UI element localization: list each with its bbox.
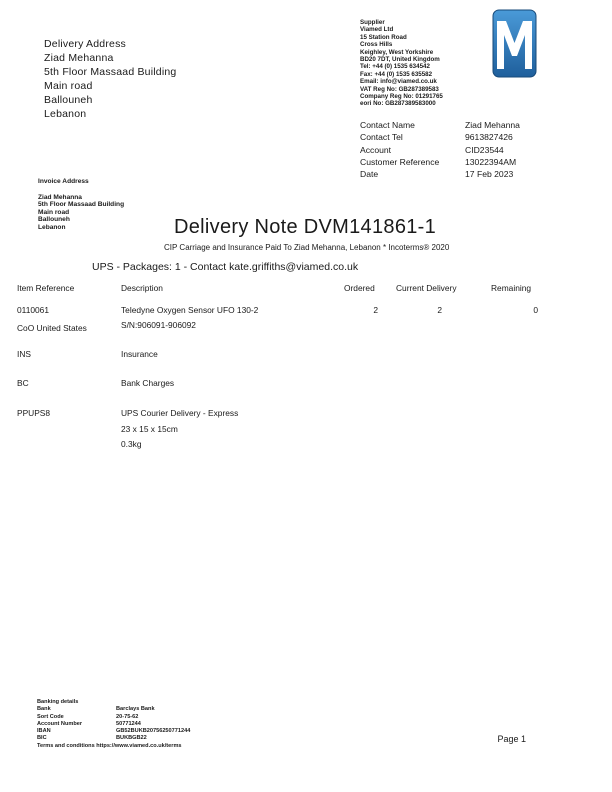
supplier-line: 15 Station Road <box>360 33 407 41</box>
contact-value: 9613827426 <box>465 132 513 143</box>
supplier-details <box>360 19 443 108</box>
cell-item-reference: BC <box>17 378 29 388</box>
banking-key: Bank <box>37 706 51 713</box>
contact-value: 17 Feb 2023 <box>465 169 514 180</box>
contact-label: Contact Name <box>360 120 415 130</box>
cell-remaining: 0 <box>533 305 538 315</box>
delivery-address-line: Lebanon <box>44 108 87 120</box>
banking-value: Barclays Bank <box>116 706 155 713</box>
banking-row <box>37 714 277 721</box>
contact-row <box>360 168 560 180</box>
contact-label: Customer Reference <box>360 156 440 167</box>
contact-row <box>360 144 560 156</box>
banking-row <box>37 721 277 728</box>
cell-current-delivery: 2 <box>437 305 442 315</box>
header-ordered: Ordered <box>344 283 375 293</box>
supplier-line: eori No: GB287389583000 <box>360 100 436 108</box>
invoice-address-line: Ziad Mehanna <box>38 193 82 201</box>
banking-key: Account Number <box>37 720 83 727</box>
invoice-address-line: Ballouneh <box>38 216 70 223</box>
cell-dimensions: 23 x 15 x 15cm <box>121 424 178 434</box>
terms-row <box>37 743 277 750</box>
supplier-line: VAT Reg No: GB287389583 <box>360 85 439 93</box>
contact-value: CID23544 <box>465 144 504 155</box>
banking-value: 50771244 <box>116 720 141 727</box>
cell-item-reference: INS <box>17 349 31 359</box>
delivery-address-heading: Delivery Address <box>44 38 126 50</box>
supplier-line: BD20 7DT, United Kingdom <box>360 55 440 63</box>
contact-label: Account <box>360 144 392 155</box>
invoice-address-line: 5th Floor Massaad Building <box>38 201 125 208</box>
contact-row <box>360 119 560 131</box>
contact-label: Date <box>360 169 379 180</box>
invoice-address-heading: Invoice Address <box>38 178 89 185</box>
header-remaining: Remaining <box>491 283 532 293</box>
cell-description: UPS Courier Delivery - Express <box>121 408 239 418</box>
delivery-address-line: 5th Floor Massaad Building <box>44 66 177 78</box>
header-description: Description <box>121 283 163 293</box>
delivery-address-line: Ballouneh <box>44 94 93 106</box>
document-title: Delivery Note DVM141861-1 <box>174 216 437 238</box>
delivery-address <box>44 37 176 121</box>
supplier-line: Supplier <box>360 19 385 26</box>
contact-value: 13022394AM <box>465 156 517 167</box>
banking-key: BIC <box>37 735 47 742</box>
banking-value: GB52BUKB20756250771244 <box>116 728 191 735</box>
delivery-address-line: Ziad Mehanna <box>44 52 114 64</box>
cell-weight: 0.3kg <box>121 439 142 449</box>
supplier-line: Company Reg No: 01291765 <box>360 92 443 100</box>
spacer <box>38 186 124 194</box>
cell-description: Insurance <box>121 349 158 359</box>
viamed-logo <box>492 9 537 78</box>
banking-heading-row <box>37 699 277 706</box>
incoterms-line: CIP Carriage and Insurance Paid To Ziad Mehanna, Lebanon * Incoterms® 2020 <box>164 243 450 252</box>
supplier-line: Keighley, West Yorkshire <box>360 48 434 56</box>
supplier-line: Cross Hills <box>360 41 393 49</box>
banking-row <box>37 728 277 735</box>
supplier-line: Email: info@viamed.co.uk <box>360 78 437 86</box>
supplier-line: Fax: +44 (0) 1535 635582 <box>360 70 433 78</box>
contact-row <box>360 131 560 143</box>
header-current-delivery: Current Delivery <box>396 283 457 293</box>
cell-item-reference: PPUPS8 <box>17 408 51 418</box>
cell-description: Teledyne Oxygen Sensor UFO 130-2 <box>121 305 259 315</box>
supplier-line: Tel: +44 (0) 1535 634542 <box>360 63 430 71</box>
banking-key: Sort Code <box>37 713 64 720</box>
cell-item-reference: 0110061 <box>17 305 49 315</box>
header-item-reference: Item Reference <box>17 283 75 293</box>
banking-heading: Banking details <box>37 699 79 705</box>
banking-value: BUKBGB22 <box>116 735 147 742</box>
contact-label: Contact Tel <box>360 132 403 143</box>
cell-serial-numbers: S/N:906091-906092 <box>121 320 196 330</box>
contact-row <box>360 156 560 168</box>
page-number: Page 1 <box>497 734 526 744</box>
banking-details <box>37 699 277 750</box>
banking-value: 20-75-62 <box>116 713 139 720</box>
banking-row <box>37 706 277 713</box>
packages-line: UPS - Packages: 1 - Contact kate.griffiths@viamed.co.uk <box>92 261 359 273</box>
banking-row <box>37 735 277 742</box>
terms-link[interactable]: Terms and conditions https://www.viamed.co.uk/terms <box>37 742 182 749</box>
cell-country-of-origin: CoO United States <box>17 323 87 333</box>
invoice-address <box>38 178 124 231</box>
banking-key: IBAN <box>37 728 51 735</box>
cell-ordered: 2 <box>373 305 378 315</box>
cell-description: Bank Charges <box>121 378 175 388</box>
delivery-address-line: Main road <box>44 80 93 92</box>
contact-table <box>360 119 560 180</box>
invoice-address-line: Main road <box>38 208 70 216</box>
supplier-line: Viamed Ltd <box>360 26 394 34</box>
invoice-address-line: Lebanon <box>38 223 66 231</box>
contact-value: Ziad Mehanna <box>465 120 520 130</box>
